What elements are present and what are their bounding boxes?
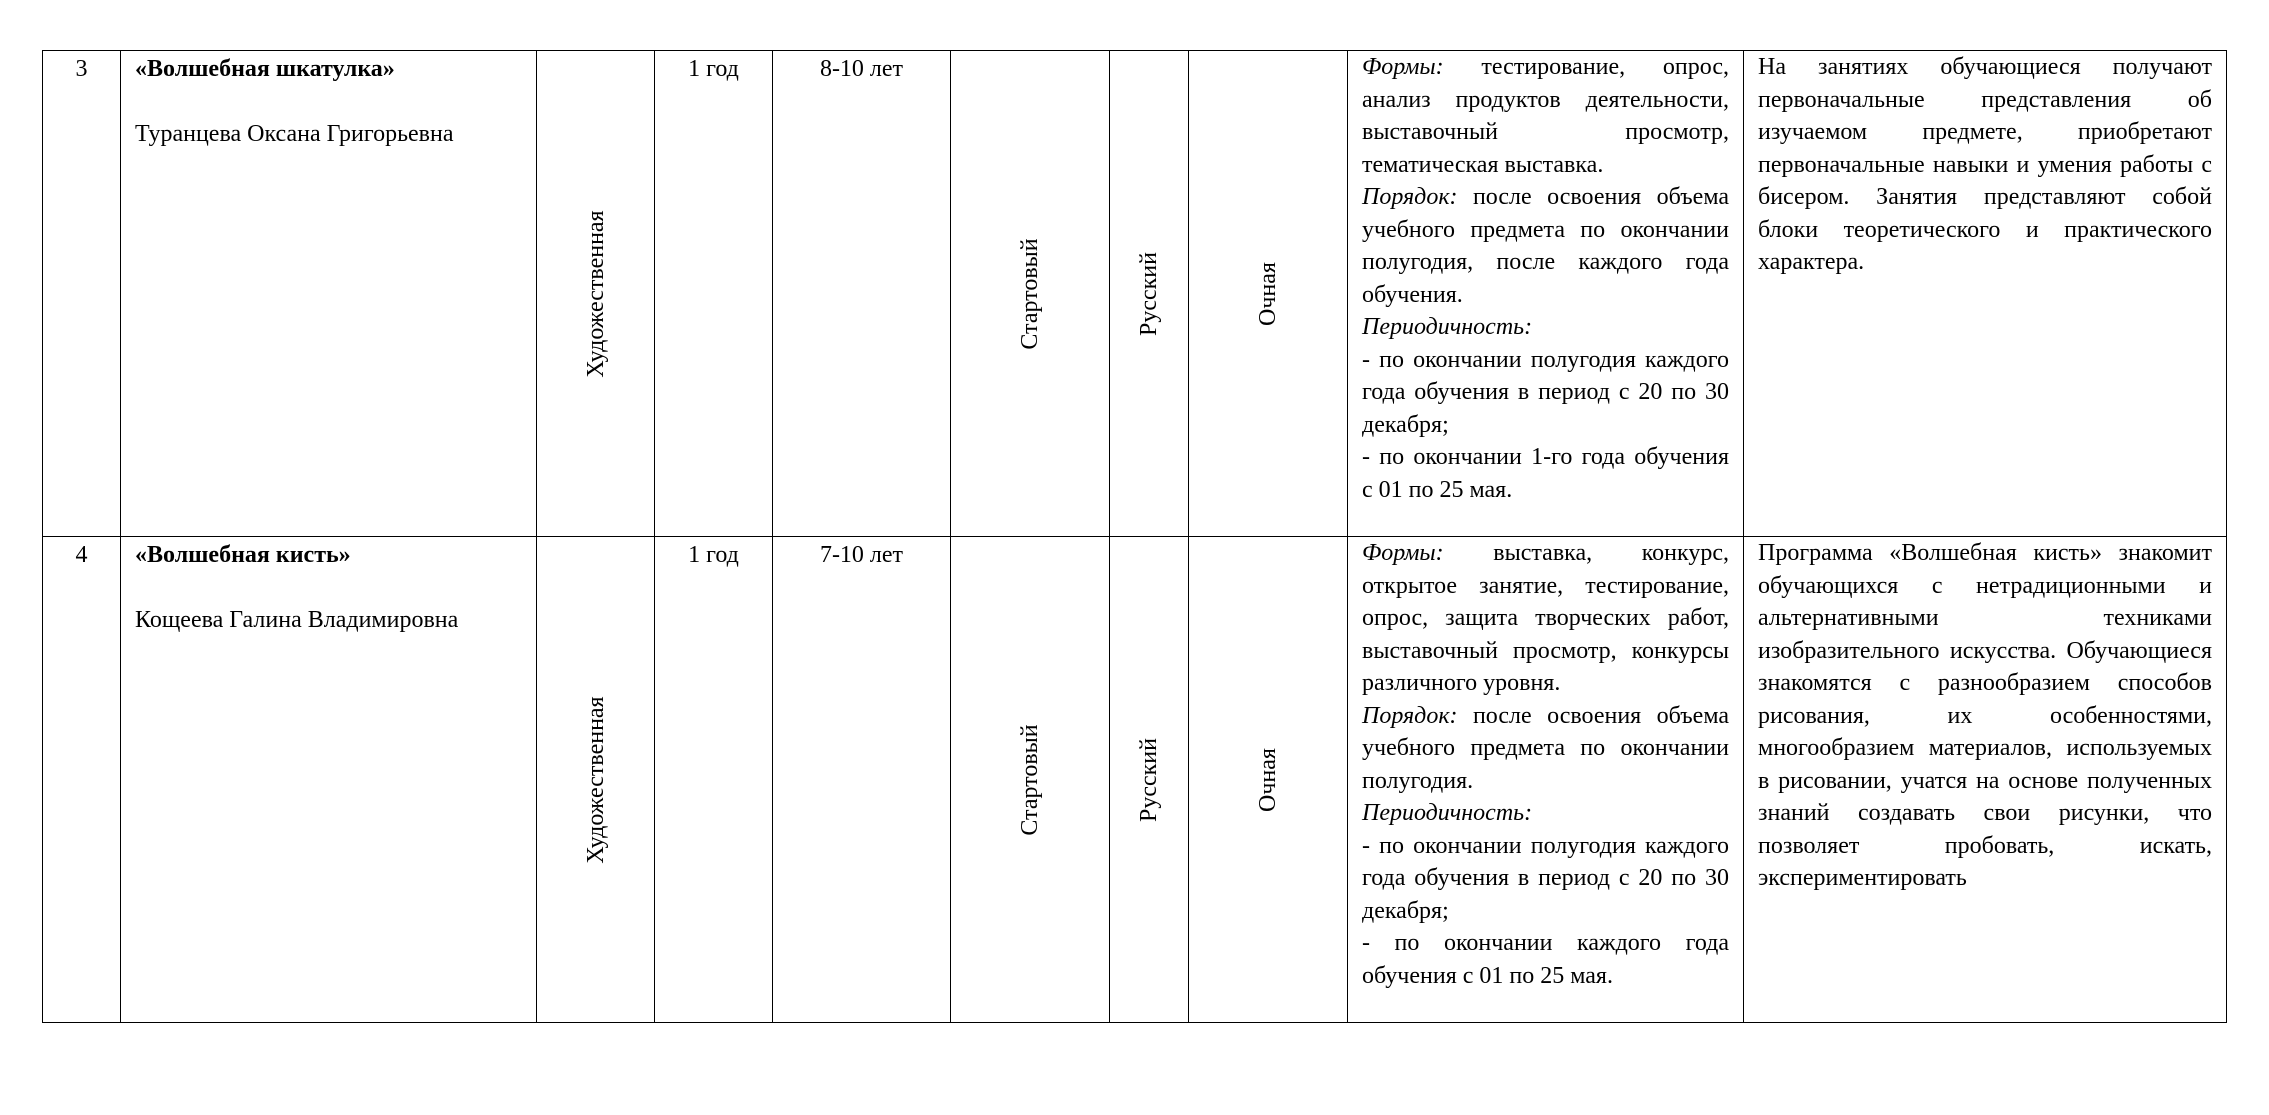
- level-cell: [951, 51, 1110, 537]
- form-text: Очная: [1254, 261, 1281, 326]
- attestation-order: [1362, 700, 1729, 798]
- attestation-forms: [1362, 51, 1729, 181]
- form-cell: [1189, 537, 1348, 1023]
- row-number: 4: [43, 537, 121, 1023]
- direction-text: Художественная: [582, 695, 609, 864]
- attestation-forms: [1362, 537, 1729, 700]
- age-cell: 7-10 лет: [773, 537, 951, 1023]
- program-title: «Волшебная шкатулка»: [135, 56, 395, 82]
- forms-text: тестирование, опрос, анализ продуктов деятельности, выставочный просмотр, тематическая выставка.: [1362, 54, 1729, 178]
- language-cell: [1110, 537, 1189, 1023]
- form-cell: [1189, 51, 1348, 537]
- forms-label: Формы:: [1362, 54, 1444, 80]
- attestation-cell: [1348, 51, 1744, 537]
- table-row: [43, 51, 2227, 537]
- direction-cell: [537, 51, 655, 537]
- periodicity-item: - по окончании полугодия каждого года обучения в период с 20 по 30 декабря;: [1362, 832, 1729, 924]
- teacher-name: Туранцева Оксана Григорьевна: [135, 120, 454, 147]
- row-number: 3: [43, 51, 121, 537]
- periodicity-item: - по окончании каждого года обучения с 01 по 25 мая.: [1362, 930, 1729, 989]
- level-text: Стартовый: [1016, 237, 1043, 350]
- form-text: Очная: [1254, 747, 1281, 812]
- table-row: [43, 537, 2227, 1023]
- program-title: «Волшебная кисть»: [135, 542, 351, 568]
- language-cell: [1110, 51, 1189, 537]
- periodicity-item: - по окончании полугодия каждого года обучения в период с 20 по 30 декабря;: [1362, 346, 1729, 438]
- periodicity-item: - по окончании 1-го года обучения с 01 по 25 мая.: [1362, 444, 1729, 503]
- level-text: Стартовый: [1016, 723, 1043, 836]
- duration-cell: 1 год: [655, 51, 773, 537]
- periodicity-label: Периодичность:: [1362, 800, 1533, 826]
- attestation-cell: [1348, 537, 1744, 1023]
- order-label: Порядок:: [1362, 702, 1458, 729]
- description-cell: [1744, 51, 2227, 537]
- forms-label: Формы:: [1362, 540, 1444, 566]
- forms-text: выставка, конкурс, открытое занятие, тестирование, опрос, защита творческих работ, выставочный просмотр, конкурсы различного уровня.: [1362, 540, 1729, 696]
- level-cell: [951, 537, 1110, 1023]
- description-text: Программа «Волшебная кисть» знакомит обучающихся с нетрадиционными и альтернативными техниками изобразительного искусства. Обучающиеся знакомятся с разнообразием способов рисования, их особенностями, многообразием материалов, используемых в рисовании, учатся на основе полученных знаний создавать свои рисунки, что позволяет пробовать, искать, экспериментировать: [1758, 540, 2212, 891]
- order-label: Порядок:: [1362, 184, 1458, 210]
- attestation-order: [1362, 181, 1729, 311]
- description-cell: [1744, 537, 2227, 1023]
- description-text: На занятиях обучающиеся получают первоначальные представления об изучаемом предмете, приобретают первоначальные навыки и умения работы с бисером. Занятия представляют собой блоки теоретического и практического характера.: [1758, 54, 2212, 275]
- language-text: Русский: [1135, 251, 1162, 336]
- periodicity-label: Периодичность:: [1362, 314, 1533, 340]
- order-text: после освоения объема учебного предмета по окончании полугодия.: [1362, 702, 1729, 794]
- language-text: Русский: [1135, 737, 1162, 822]
- programs-table: [42, 50, 2227, 1023]
- order-text: после освоения объема учебного предмета по окончании полугодия, после каждого года обучения.: [1362, 184, 1729, 308]
- age-cell: 8-10 лет: [773, 51, 951, 537]
- program-cell: [121, 537, 537, 1023]
- program-cell: [121, 51, 537, 537]
- direction-text: Художественная: [582, 209, 609, 378]
- duration-cell: 1 год: [655, 537, 773, 1023]
- direction-cell: [537, 537, 655, 1023]
- teacher-name: Кощеева Галина Владимировна: [135, 606, 459, 633]
